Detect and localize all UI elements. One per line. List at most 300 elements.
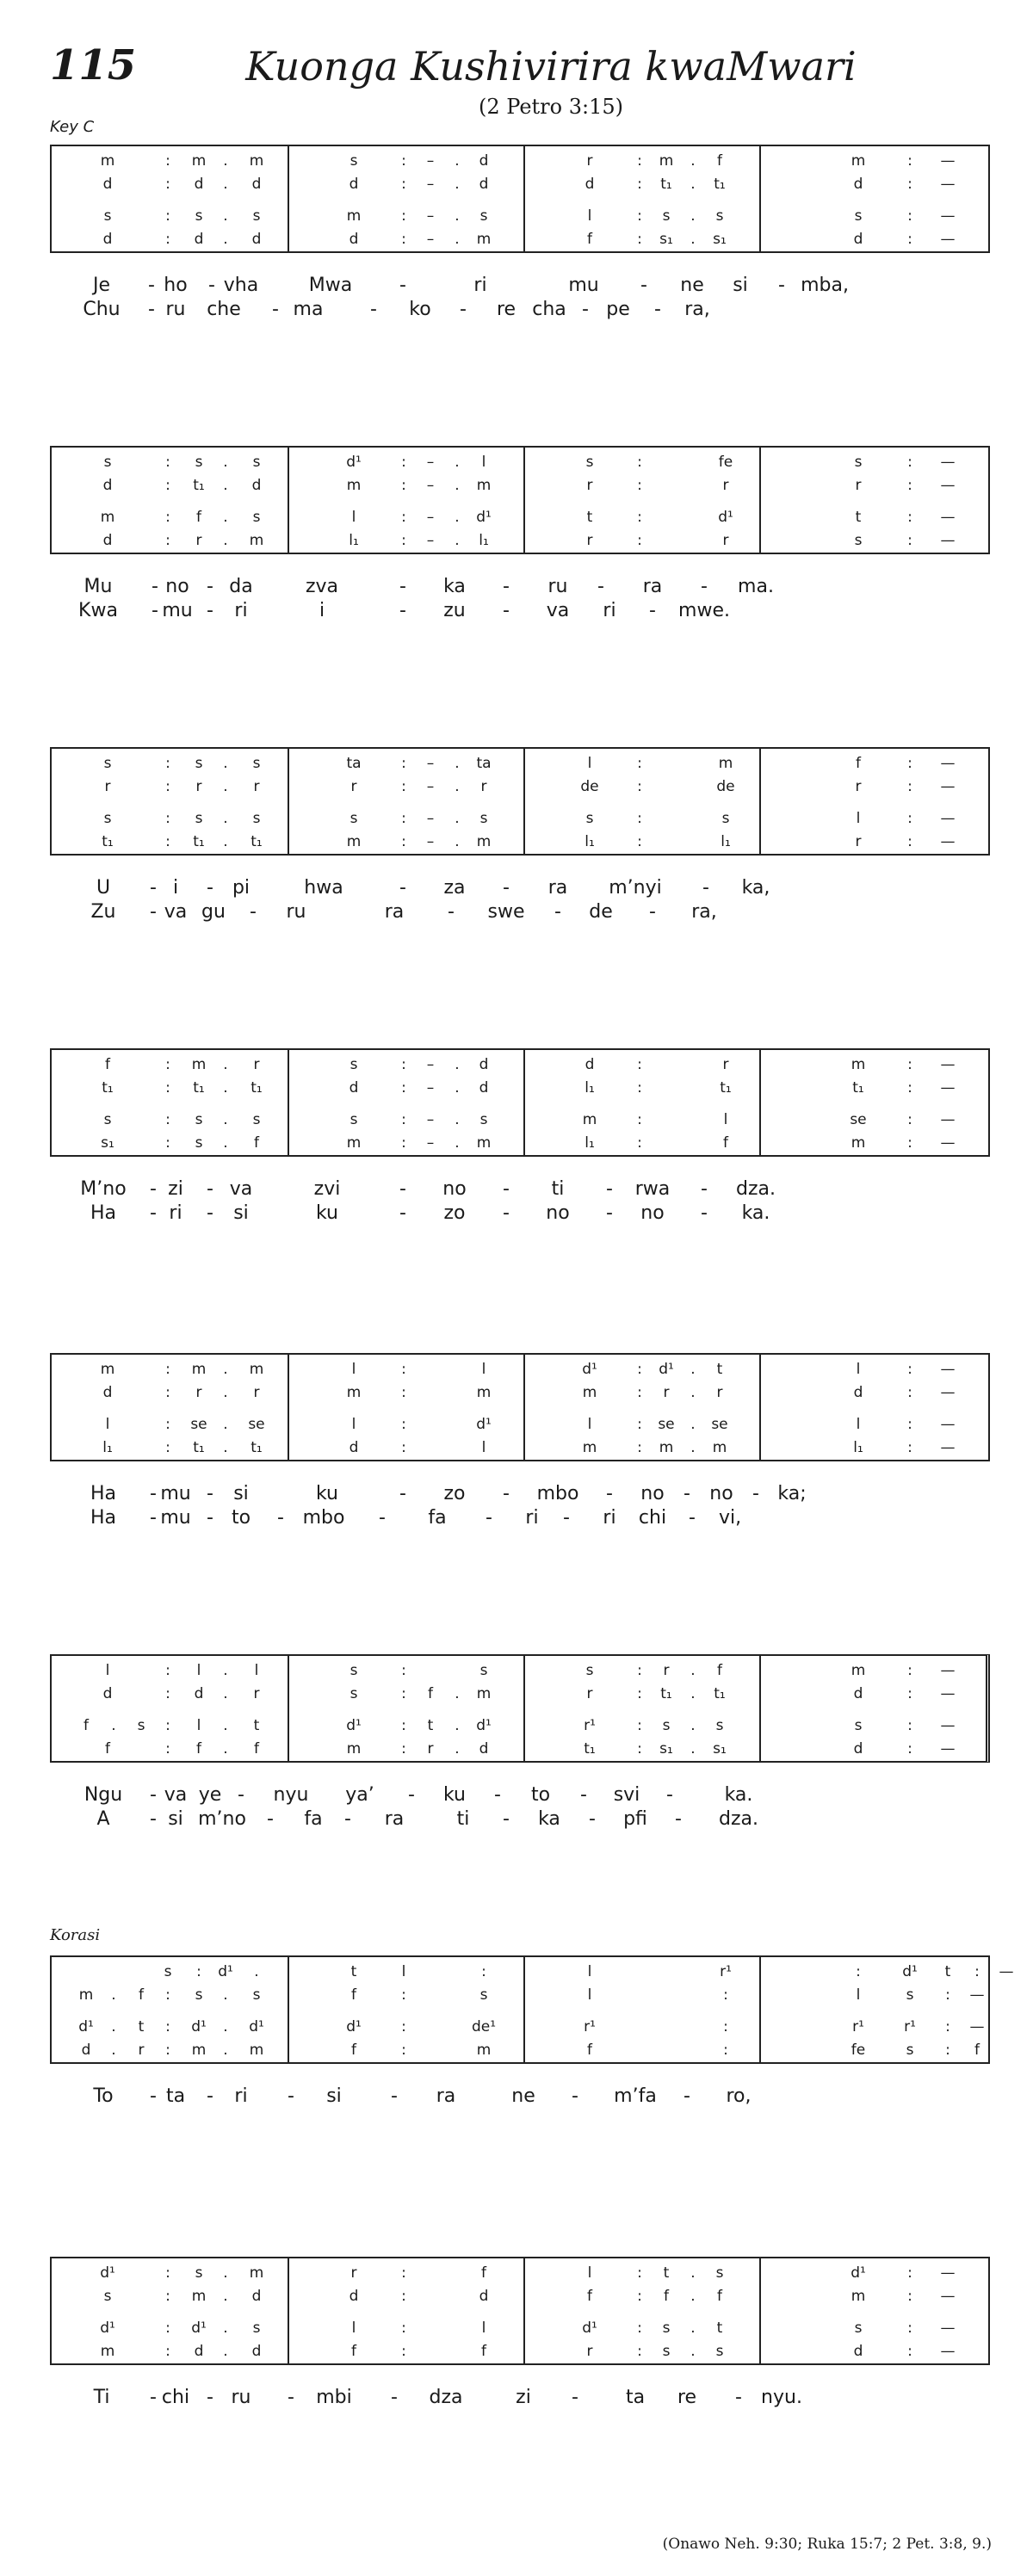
- solfa-note: s: [103, 207, 112, 225]
- lyric-syllable: ru: [231, 2387, 251, 2408]
- solfa-note: l₁: [853, 1439, 863, 1456]
- lyric-syllable: ka.: [741, 1202, 770, 1224]
- lyric-syllable: ra,: [691, 901, 717, 923]
- solfa-note: .: [455, 833, 460, 850]
- solfa-note: s: [252, 509, 261, 526]
- solfa-note: l: [587, 207, 592, 225]
- lyric-syllable: -: [150, 1483, 157, 1504]
- solfa-note: :: [401, 1079, 406, 1096]
- solfa-note: t₁: [714, 176, 726, 193]
- solfa-note: t₁: [102, 1079, 114, 1096]
- solfa-note: s: [195, 755, 203, 772]
- lyric-syllable: -: [399, 275, 406, 296]
- lyric-syllable: -: [701, 1202, 708, 1224]
- solfa-note: s: [252, 755, 261, 772]
- solfa-note: d¹: [191, 2018, 207, 2035]
- solfa-note: d¹: [346, 454, 362, 471]
- solfa-note: l: [587, 755, 592, 772]
- solfa-note: .: [690, 2320, 696, 2337]
- solfa-note: m: [346, 1740, 362, 1757]
- solfa-note: —: [940, 176, 956, 193]
- lyric-syllable: gu: [201, 901, 226, 923]
- lyric-syllable: Ha: [90, 1202, 117, 1224]
- solfa-note: f: [481, 2343, 486, 2360]
- solfa-note: r: [855, 833, 862, 850]
- solfa-note: s: [854, 532, 863, 549]
- solfa-note: —: [940, 1056, 956, 1073]
- solfa-note: d: [102, 231, 113, 248]
- solfa-note: :: [401, 1134, 406, 1152]
- lyric-syllable: -: [606, 1202, 613, 1224]
- solfa-note: –: [426, 231, 435, 248]
- lyric-syllable: i: [172, 877, 179, 899]
- solfa-note: l: [587, 2264, 592, 2282]
- lyric-syllable: mwe.: [678, 600, 730, 621]
- solfa-note: s: [103, 1111, 112, 1128]
- solfa-system: [50, 145, 990, 253]
- solfa-note: .: [223, 1384, 228, 1401]
- solfa-note: l₁: [585, 833, 595, 850]
- solfa-note: r¹: [720, 1963, 732, 1980]
- lyric-syllable: mu: [160, 1507, 191, 1529]
- solfa-note: l: [196, 1717, 201, 1734]
- lyric-syllable: si: [733, 275, 748, 296]
- solfa-note: d: [194, 176, 204, 193]
- solfa-note: r: [663, 1384, 670, 1401]
- solfa-note: s: [585, 810, 594, 827]
- hymn-title: Kuonga Kushivirira kwaMwari: [245, 43, 857, 90]
- lyric-syllable: no: [165, 576, 189, 597]
- solfa-note: :: [165, 1416, 170, 1433]
- lyric-syllable: Zu: [90, 901, 116, 923]
- solfa-note: d¹: [582, 2320, 597, 2337]
- solfa-note: m: [851, 2288, 866, 2305]
- solfa-note: d: [349, 1439, 359, 1456]
- lyric-syllable: -: [675, 1808, 682, 1830]
- solfa-note: .: [690, 1361, 696, 1378]
- solfa-note: f: [481, 2264, 486, 2282]
- solfa-note: —: [940, 532, 956, 549]
- solfa-system: [50, 2257, 990, 2365]
- solfa-note: :: [637, 1111, 642, 1128]
- solfa-note: —: [940, 1439, 956, 1456]
- solfa-note: :: [907, 454, 912, 471]
- lyric-syllable: ti: [551, 1178, 565, 1200]
- lyric-syllable: -: [649, 901, 656, 923]
- solfa-note: s: [585, 1662, 594, 1679]
- lyric-syllable: -: [288, 2387, 294, 2408]
- solfa-note: :: [165, 1056, 170, 1073]
- solfa-note: :: [907, 755, 912, 772]
- solfa-note: d: [102, 1685, 113, 1702]
- solfa-note: :: [637, 833, 642, 850]
- solfa-note: :: [637, 2343, 642, 2360]
- solfa-note: t: [716, 1361, 723, 1378]
- solfa-note: l₁: [585, 1134, 595, 1152]
- lyric-verse-line: [50, 1202, 1033, 1226]
- solfa-note: s: [906, 1986, 914, 2004]
- solfa-note: .: [223, 2018, 228, 2035]
- lyric-syllable: va: [164, 901, 188, 923]
- solfa-note: .: [223, 1685, 228, 1702]
- solfa-note: :: [165, 1361, 170, 1378]
- lyric-verse-line: [50, 599, 1033, 623]
- lyric-syllable: -: [207, 2085, 213, 2107]
- solfa-note: .: [223, 2264, 228, 2282]
- lyric-syllable: fa: [304, 1808, 323, 1830]
- lyric-syllable: m’no: [198, 1808, 246, 1830]
- solfa-note: .: [111, 1717, 116, 1734]
- solfa-part-line: [52, 529, 988, 553]
- solfa-note: .: [690, 1662, 696, 1679]
- solfa-note: :: [196, 1963, 201, 1980]
- lyric-syllable: zvi: [313, 1178, 341, 1200]
- solfa-note: d¹: [476, 1717, 492, 1734]
- solfa-note: f: [717, 2288, 722, 2305]
- solfa-note: –: [426, 152, 435, 170]
- lyric-syllable: -: [207, 2387, 213, 2408]
- solfa-note: –: [426, 833, 435, 850]
- solfa-note: —: [940, 833, 956, 850]
- solfa-note: –: [426, 532, 435, 549]
- solfa-note: r: [722, 1056, 729, 1073]
- solfa-note: :: [637, 778, 642, 795]
- solfa-part-line: [52, 807, 988, 831]
- lyric-verse-line: [50, 1482, 1033, 1506]
- solfa-note: —: [940, 810, 956, 827]
- solfa-note: r: [586, 2343, 593, 2360]
- lyric-syllable: no: [442, 1178, 467, 1200]
- solfa-note: :: [907, 509, 912, 526]
- lyric-syllable: -: [208, 275, 215, 296]
- solfa-note: :: [401, 1056, 406, 1073]
- solfa-note: :: [637, 1384, 642, 1401]
- solfa-note: :: [723, 2042, 728, 2059]
- solfa-note: —: [940, 755, 956, 772]
- solfa-note: —: [940, 1079, 956, 1096]
- solfa-note: :: [401, 231, 406, 248]
- solfa-note: s: [252, 810, 261, 827]
- solfa-note: :: [401, 152, 406, 170]
- solfa-note: :: [637, 2264, 642, 2282]
- solfa-note: d: [102, 477, 113, 494]
- solfa-note: r: [716, 1384, 723, 1401]
- lyric-syllable: -: [207, 576, 213, 597]
- lyric-syllable: che: [207, 299, 241, 320]
- solfa-note: :: [637, 1361, 642, 1378]
- solfa-note: s: [195, 1986, 203, 2004]
- solfa-note: r: [722, 477, 729, 494]
- lyric-syllable: -: [503, 600, 510, 621]
- lyric-syllable: ka;: [777, 1483, 807, 1504]
- solfa-note: –: [426, 1056, 435, 1073]
- solfa-note: s: [252, 1986, 261, 2004]
- solfa-note: –: [426, 454, 435, 471]
- solfa-note: r: [195, 1384, 202, 1401]
- solfa-note: d: [479, 2288, 489, 2305]
- solfa-note: se: [850, 1111, 867, 1128]
- solfa-note: :: [401, 1111, 406, 1128]
- solfa-note: :: [401, 2288, 406, 2305]
- solfa-note: f: [587, 231, 592, 248]
- solfa-note: f: [254, 1740, 259, 1757]
- solfa-note: l: [254, 1662, 259, 1679]
- solfa-note: .: [455, 207, 460, 225]
- lyric-syllable: pfi: [623, 1808, 647, 1830]
- solfa-note: m: [712, 1439, 727, 1456]
- lyric-syllable: -: [150, 1202, 157, 1224]
- lyric-syllable: zu: [443, 600, 466, 621]
- solfa-note: se: [190, 1416, 207, 1433]
- solfa-note: ta: [476, 755, 492, 772]
- solfa-system: [50, 1353, 990, 1461]
- solfa-note: .: [223, 1717, 228, 1734]
- lyric-verse-line: [50, 274, 1033, 298]
- lyric-syllable: ko: [409, 299, 431, 320]
- lyric-syllable: -: [399, 1202, 406, 1224]
- solfa-note: s: [715, 1717, 724, 1734]
- solfa-note: —: [940, 1111, 956, 1128]
- solfa-note: .: [223, 2343, 228, 2360]
- solfa-note: .: [111, 2018, 116, 2035]
- lyric-syllable: -: [370, 299, 377, 320]
- lyric-syllable: -: [684, 1483, 690, 1504]
- lyric-syllable: pi: [232, 877, 251, 899]
- lyric-syllable: -: [207, 600, 213, 621]
- solfa-note: .: [254, 1963, 259, 1980]
- solfa-note: s: [349, 1111, 358, 1128]
- solfa-note: .: [455, 1056, 460, 1073]
- solfa-note: :: [165, 2042, 170, 2059]
- lyric-syllable: -: [250, 901, 257, 923]
- lyric-syllable: re: [677, 2387, 697, 2408]
- solfa-note: :: [907, 1740, 912, 1757]
- lyric-syllable: mu: [160, 1483, 191, 1504]
- solfa-note: –: [426, 755, 435, 772]
- solfa-note: r: [350, 2264, 357, 2282]
- solfa-note: :: [974, 1963, 980, 1980]
- solfa-note: —: [940, 1717, 956, 1734]
- solfa-note: .: [455, 810, 460, 827]
- solfa-note: :: [637, 207, 642, 225]
- solfa-note: :: [907, 1079, 912, 1096]
- lyric-syllable: -: [666, 1784, 673, 1806]
- solfa-note: :: [907, 778, 912, 795]
- lyric-syllable: za: [443, 877, 466, 899]
- solfa-note: s: [195, 207, 203, 225]
- solfa-note: t: [138, 2018, 145, 2035]
- solfa-note: se: [658, 1416, 675, 1433]
- solfa-note: .: [223, 2042, 228, 2059]
- solfa-part-line: [52, 1738, 986, 1761]
- solfa-note: f: [856, 755, 861, 772]
- solfa-note: r: [427, 1740, 434, 1757]
- solfa-note: :: [637, 532, 642, 549]
- solfa-note: d: [251, 176, 262, 193]
- solfa-note: l: [856, 1361, 861, 1378]
- lyric-syllable: mbo: [536, 1483, 579, 1504]
- solfa-note: :: [401, 755, 406, 772]
- solfa-note: .: [690, 176, 696, 193]
- solfa-note: d: [853, 231, 863, 248]
- lyric-verse-line: [50, 298, 1033, 322]
- solfa-note: s: [103, 810, 112, 827]
- lyric-syllable: ma.: [738, 576, 774, 597]
- solfa-note: l: [351, 1361, 356, 1378]
- solfa-note: d: [251, 2343, 262, 2360]
- solfa-note: :: [165, 1662, 170, 1679]
- solfa-note: :: [637, 1079, 642, 1096]
- lyric-syllable: ma: [293, 299, 324, 320]
- solfa-note: m: [851, 1056, 866, 1073]
- solfa-note: .: [455, 176, 460, 193]
- solfa-note: .: [223, 1079, 228, 1096]
- lyric-syllable: -: [399, 877, 406, 899]
- solfa-note: s: [854, 1717, 863, 1734]
- lyric-syllable: -: [150, 1507, 157, 1529]
- solfa-note: :: [856, 1963, 861, 1980]
- solfa-note: t₁: [193, 1079, 205, 1096]
- solfa-note: :: [637, 1439, 642, 1456]
- solfa-note: t₁: [660, 1685, 672, 1702]
- solfa-note: d¹: [191, 2320, 207, 2337]
- solfa-note: :: [401, 477, 406, 494]
- lyric-syllable: -: [277, 1507, 284, 1529]
- solfa-note: –: [426, 1079, 435, 1096]
- lyric-syllable: si: [233, 1202, 249, 1224]
- lyric-syllable: ya’: [345, 1784, 374, 1806]
- solfa-note: :: [907, 1416, 912, 1433]
- lyric-syllable: -: [150, 1178, 157, 1200]
- solfa-note: d¹: [346, 2018, 362, 2035]
- solfa-note: m: [346, 1384, 362, 1401]
- solfa-note: m: [249, 1361, 264, 1378]
- lyric-syllable: va: [546, 600, 570, 621]
- solfa-note: —: [940, 1662, 956, 1679]
- solfa-note: m: [100, 1361, 115, 1378]
- lyric-syllable: -: [152, 600, 158, 621]
- solfa-note: .: [690, 1717, 696, 1734]
- solfa-note: f: [351, 1986, 356, 2004]
- solfa-part-line: [52, 1358, 988, 1381]
- solfa-note: f: [139, 1986, 144, 2004]
- solfa-note: d: [102, 532, 113, 549]
- solfa-note: d: [479, 152, 489, 170]
- solfa-note: .: [690, 2343, 696, 2360]
- solfa-note: :: [401, 454, 406, 471]
- solfa-note: —: [940, 152, 956, 170]
- lyric-syllable: To: [93, 2085, 114, 2107]
- solfa-note: f: [717, 152, 722, 170]
- solfa-note: m: [476, 1384, 492, 1401]
- solfa-note: –: [426, 778, 435, 795]
- solfa-note: t₁: [852, 1079, 864, 1096]
- lyric-syllable: -: [503, 1202, 510, 1224]
- solfa-note: d: [853, 1740, 863, 1757]
- lyric-syllable: re: [496, 299, 516, 320]
- solfa-note: s: [662, 1717, 671, 1734]
- solfa-part-line: [52, 1132, 988, 1155]
- lyric-syllable: ri: [603, 1507, 616, 1529]
- solfa-note: .: [223, 532, 228, 549]
- solfa-note: :: [165, 2343, 170, 2360]
- lyric-syllable: Je: [92, 275, 111, 296]
- solfa-note: :: [637, 1056, 642, 1073]
- lyric-syllable: -: [701, 576, 708, 597]
- solfa-note: —: [940, 1740, 956, 1757]
- solfa-note: s₁: [713, 1740, 727, 1757]
- solfa-note: f: [196, 1740, 201, 1757]
- solfa-note: m: [851, 1134, 866, 1152]
- solfa-note: —: [999, 1963, 1014, 1980]
- lyric-syllable: -: [580, 1784, 587, 1806]
- solfa-note: s: [164, 1963, 172, 1980]
- key-signature: Key C: [50, 118, 95, 136]
- lyric-verse-line: [50, 2386, 1033, 2410]
- solfa-note: .: [690, 2264, 696, 2282]
- lyric-syllable: -: [399, 600, 406, 621]
- solfa-note: d: [479, 1740, 489, 1757]
- solfa-note: s: [252, 2320, 261, 2337]
- solfa-note: .: [223, 152, 228, 170]
- solfa-note: fe: [851, 2042, 866, 2059]
- solfa-note: s: [854, 207, 863, 225]
- solfa-note: d¹: [100, 2320, 115, 2337]
- solfa-note: d: [102, 176, 113, 193]
- lyric-syllable: -: [589, 1808, 596, 1830]
- lyric-syllable: ye: [198, 1784, 222, 1806]
- lyric-syllable: -: [150, 1808, 157, 1830]
- solfa-note: :: [907, 2264, 912, 2282]
- solfa-note: f: [105, 1740, 110, 1757]
- solfa-note: d¹: [476, 1416, 492, 1433]
- solfa-note: f: [428, 1685, 433, 1702]
- lyric-syllable: -: [735, 2387, 742, 2408]
- solfa-note: m: [659, 152, 674, 170]
- lyric-syllable: -: [344, 1808, 351, 1830]
- solfa-note: d¹: [718, 509, 733, 526]
- solfa-note: .: [223, 1740, 228, 1757]
- solfa-note: :: [907, 1384, 912, 1401]
- solfa-note: :: [165, 231, 170, 248]
- solfa-note: :: [637, 810, 642, 827]
- solfa-note: d: [479, 1056, 489, 1073]
- solfa-note: :: [165, 2288, 170, 2305]
- lyric-verse-line: [50, 575, 1033, 599]
- solfa-part-line: [52, 1659, 986, 1683]
- solfa-note: —: [940, 778, 956, 795]
- lyric-verse-line: [50, 900, 1033, 924]
- solfa-note: .: [690, 1384, 696, 1401]
- solfa-note: l₁: [349, 532, 359, 549]
- solfa-note: m: [191, 1361, 207, 1378]
- solfa-note: .: [111, 2042, 116, 2059]
- lyric-syllable: ku: [315, 1483, 338, 1504]
- solfa-note: :: [481, 1963, 486, 1980]
- solfa-note: f: [974, 2042, 980, 2059]
- solfa-note: l: [351, 509, 356, 526]
- solfa-note: –: [426, 509, 435, 526]
- solfa-note: d: [102, 1384, 113, 1401]
- solfa-note: s: [103, 2288, 112, 2305]
- solfa-note: .: [223, 176, 228, 193]
- solfa-note: :: [401, 1416, 406, 1433]
- solfa-note: s: [349, 1685, 358, 1702]
- lyric-syllable: -: [582, 299, 589, 320]
- solfa-note: t: [586, 509, 593, 526]
- solfa-note: :: [401, 1439, 406, 1456]
- solfa-part-line: [52, 2016, 988, 2039]
